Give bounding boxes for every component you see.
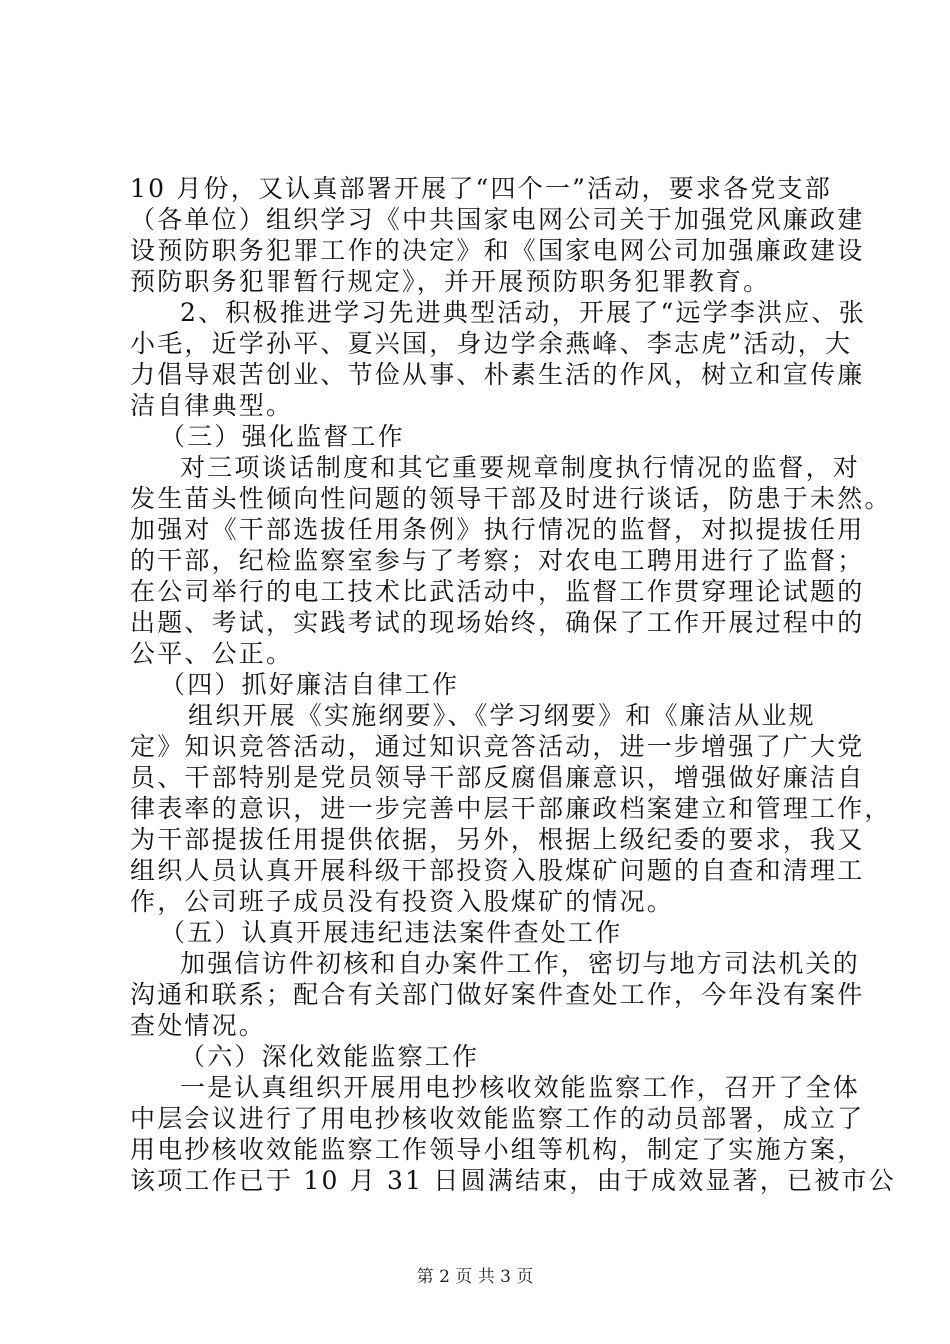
paragraph-line: 沟通和联系；配合有关部门做好案件查处工作，今年没有案件 — [130, 980, 865, 1009]
paragraph-line: 在公司举行的电工技术比武活动中，监督工作贯穿理论试题的 — [130, 577, 865, 606]
paragraph-line: 员、干部特别是党员领导干部反腐倡廉意识，增强做好廉洁自 — [130, 763, 865, 792]
paragraph-line: 作，公司班子成员没有投资入股煤矿的情况。 — [130, 887, 675, 916]
section-heading: （六）深化效能监察工作 — [180, 1042, 480, 1071]
section-heading: （五）认真开展违纪违法案件查处工作 — [160, 918, 623, 947]
page-number-footer: 第 2 页 共 3 页 — [416, 1267, 534, 1287]
paragraph-line: 为干部提拔任用提供依据，另外，根据上级纪委的要求，我又 — [130, 825, 865, 854]
paragraph-line: 发生苗头性倾向性问题的领导干部及时进行谈话，防患于未然。 — [130, 484, 892, 513]
section-heading: （三）强化监督工作 — [160, 422, 405, 451]
paragraph-line: 加强信访件初核和自办案件工作，密切与地方司法机关的 — [180, 949, 861, 978]
paragraph-line: 加强对《干部选拔任用条例》执行情况的监督，对拟提拔任用 — [130, 515, 865, 544]
paragraph-line: 预防职务犯罪暂行规定》，并开展预防职务犯罪教育。 — [130, 267, 771, 296]
paragraph-line: 中层会议进行了用电抄核收效能监察工作的动员部署，成立了 — [130, 1104, 865, 1133]
paragraph-line: 10 月份，又认真部署开展了“四个一”活动，要求各党支部 — [130, 174, 832, 203]
paragraph-line: 力倡导艰苦创业、节俭从事、朴素生活的作风，树立和宣传廉 — [130, 360, 865, 389]
section-heading: （四）抓好廉洁自律工作 — [160, 670, 460, 699]
paragraph-line: 的干部，纪检监察室参与了考察；对农电工聘用进行了监督； — [130, 546, 865, 575]
paragraph-line: （各单位）组织学习《中共国家电网公司关于加强党风廉政建 — [130, 205, 865, 234]
paragraph-line: 小毛，近学孙平、夏兴国，身边学余燕峰、李志虎”活动，大 — [130, 329, 853, 358]
paragraph-line: 定》知识竞答活动，通过知识竞答活动，进一步增强了广大党 — [130, 732, 865, 761]
paragraph-line: 组织人员认真开展科级干部投资入股煤矿问题的自查和清理工 — [130, 856, 865, 885]
paragraph-line: 一是认真组织开展用电抄核收效能监察工作，召开了全体 — [180, 1073, 861, 1102]
paragraph-line: 查处情况。 — [130, 1011, 267, 1040]
paragraph-line: 公平、公正。 — [130, 639, 294, 668]
paragraph-line: 洁自律典型。 — [130, 391, 294, 420]
paragraph-line: 2、积极推进学习先进典型活动，开展了“远学李洪应、张 — [180, 298, 866, 327]
paragraph-line: 用电抄核收效能监察工作领导小组等机构，制定了实施方案， — [130, 1135, 865, 1164]
paragraph-line: 组织开展《实施纲要》、《学习纲要》和《廉洁从业规 — [188, 701, 816, 730]
paragraph-line: 出题、考试，实践考试的现场始终，确保了工作开展过程中的 — [130, 608, 865, 637]
paragraph-line: 该项工作已于 10 月 31 日圆满结束，由于成效显著，已被市公 — [130, 1166, 896, 1195]
paragraph-line: 对三项谈话制度和其它重要规章制度执行情况的监督，对 — [180, 453, 861, 482]
paragraph-line: 律表率的意识，进一步完善中层干部廉政档案建立和管理工作， — [130, 794, 892, 823]
paragraph-line: 设预防职务犯罪工作的决定》和《国家电网公司加强廉政建设 — [130, 236, 865, 265]
